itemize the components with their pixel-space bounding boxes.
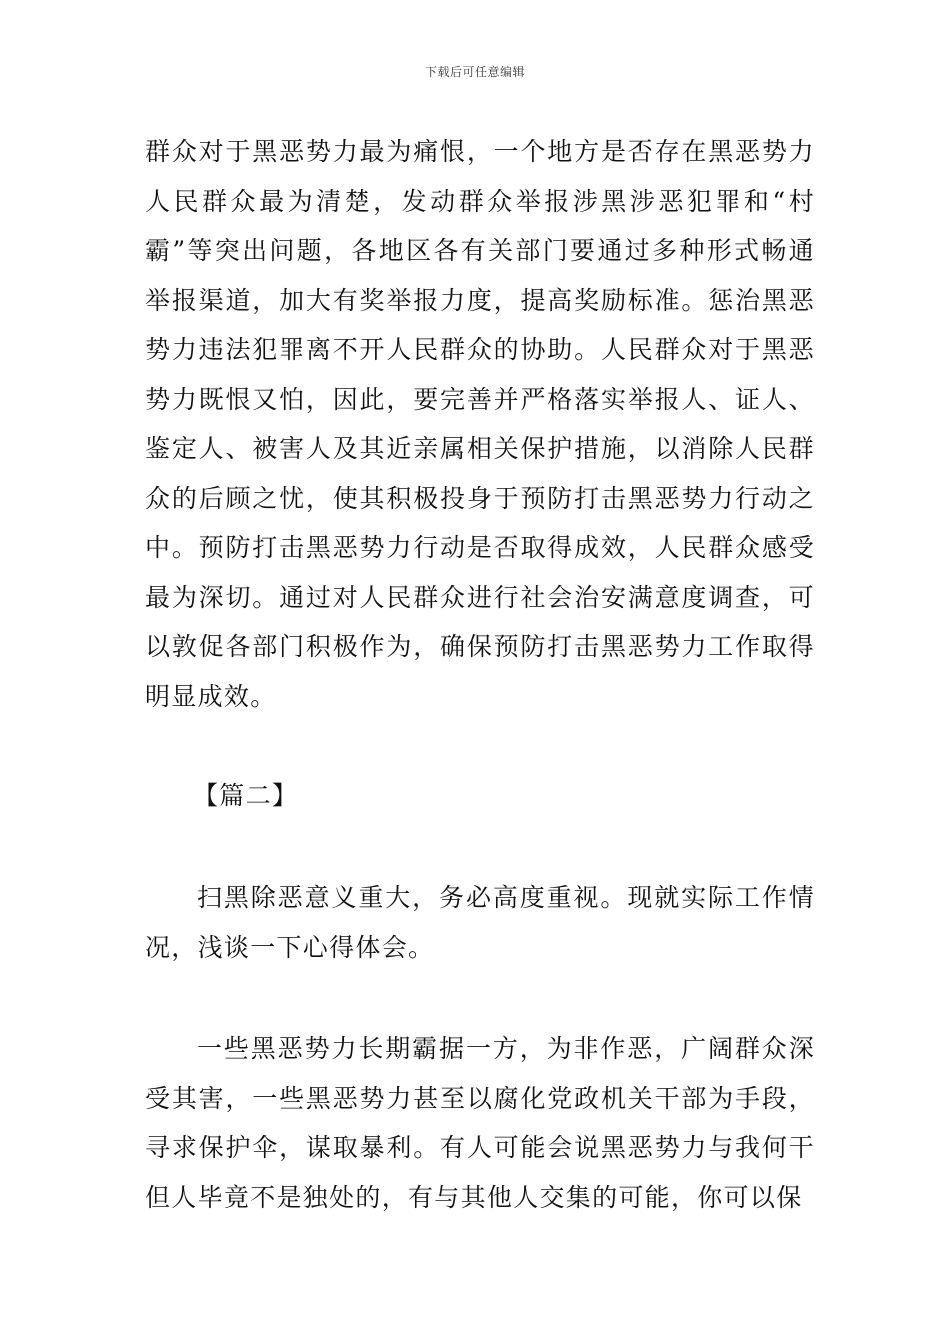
body-paragraph-1: 群众对于黑恶势力最为痛恨，一个地方是否存在黑恶势力人民群众最为清楚，发动群众举报涉黑涉恶犯罪和“村霸”等突出问题，各地区各有关部门要通过多种形式畅通举报渠道，加大有奖举报力度，提高奖励标准。惩治黑恶势力违法犯罪离不开人民群众的协助。人民群众对于黑恶势力既恨又怕，因此，要完善并严格落实举报人、证人、鉴定人、被害人及其近亲属相关保护措施，以消除人民群众的后顾之忧，使其积极投身于预防打击黑恶势力行动之中。预防打击黑恶势力行动是否取得成效，人民群众感受最为深切。通过对人民群众进行社会治安满意度调查，可以敦促各部门积极作为，确保预防打击黑恶势力工作取得明显成效。: [145, 137, 815, 711]
body-paragraph-3: 一些黑恶势力长期霸据一方，为非作恶，广阔群众深受其害，一些黑恶势力甚至以腐化党政机关干部为手段，寻求保护伞，谋取暴利。有人可能会说黑恶势力与我何干但人毕竟不是独处的，有与其他人交集的可能，你可以保: [145, 1034, 815, 1212]
section-heading: 【篇二】: [193, 781, 299, 810]
body-paragraph-2: 扫黑除恶意义重大，务必高度重视。现就实际工作情况，浅谈一下心得体会。: [145, 883, 815, 962]
page-header: 下载后可任意编辑: [424, 65, 525, 79]
